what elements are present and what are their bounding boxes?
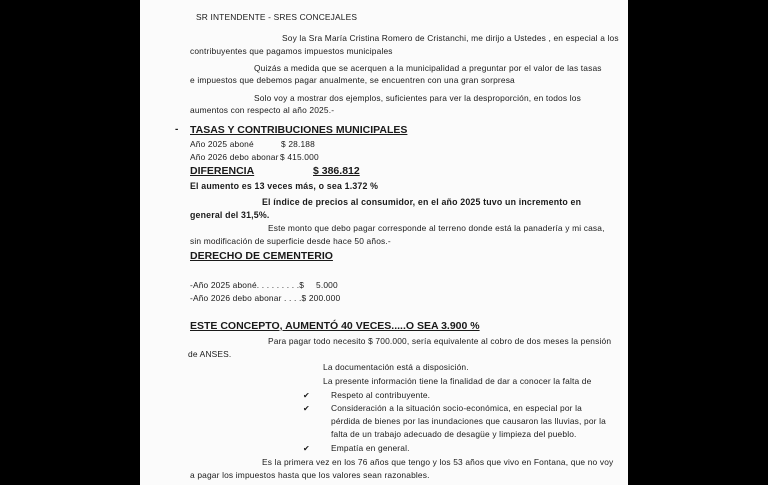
checkmark-icon: ✔ [303,404,310,413]
terrain-line-2: sin modificación de superficie desde hace 50 años.- [190,236,391,246]
check-item-3-text: Empatía en general. [331,443,410,453]
pension-line-1: Para pagar todo necesito $ 700.000, sería equivalente al cobro de dos meses la pensión [268,336,612,346]
concept-statement: ESTE CONCEPTO, AUMENTÓ 40 VECES.....O SEA 3.900 % [190,320,480,332]
check-item-2 [303,403,582,413]
terrain-line-1: Este monto que debo pagar corresponde al terreno donde está la panadería y mi casa, [268,223,605,233]
ipc-line-1: El índice de precios al consumidor, en el año 2025 tuvo un incremento en [262,197,582,207]
cementerio-row-2: -Año 2026 debo abonar . . . .$ 200.000 [190,293,341,303]
check-item-2-text: Consideración a la situación socio-económica, en especial por la [331,403,582,413]
cementerio-row-1-label: -Año 2025 aboné. . . . . . . . .$ [190,280,305,290]
paragraph-2-line-2: e impuestos que debemos pagar anualmente, se encuentren con una gran sorpresa [190,75,515,85]
doc-available: La documentación está a disposición. [323,362,469,372]
checkmark-icon: ✔ [303,391,310,400]
paragraph-3-line-2: aumentos con respecto al año 2025.- [190,105,335,115]
check-item-1 [303,390,430,400]
final-line-2: a pagar los impuestos hasta que los valores sean razonables. [190,470,430,480]
pension-line-2: de ANSES. [188,349,232,359]
addressee: SR INTENDENTE - SRES CONCEJALES [196,12,358,22]
ipc-line-2: general del 31,5%. [190,210,270,220]
tasas-row-2-label: Año 2026 debo abonar [190,152,279,162]
cementerio-row-1-value: 5.000 [316,280,338,290]
increase-statement: El aumento es 13 veces más, o sea 1.372 % [190,181,379,191]
check-item-2-line-2: pérdida de bienes por las inundaciones que causaron las lluvias, por la [331,416,606,426]
tasas-row-1-label: Año 2025 aboné [190,139,254,149]
paragraph-3-line-1: Solo voy a mostrar dos ejemplos, suficientes para ver la desproporción, en todos los [254,93,581,103]
section-bullet: - [175,124,179,135]
checkmark-icon: ✔ [303,444,310,453]
cementerio-heading: DERECHO DE CEMENTERIO [190,250,333,262]
diferencia-value: $ 386.812 [313,165,360,177]
purpose-line: La presente información tiene la finalidad de dar a conocer la falta de [323,376,592,386]
intro-line-1: Soy la Sra María Cristina Romero de Cristanchi, me dirijo a Ustedes , en especial a los [282,33,619,43]
check-item-2-line-3: falta de un trabajo adecuado de desagüe y limpieza del pueblo. [331,429,577,439]
check-item-1-text: Respeto al contribuyente. [331,390,431,400]
letter-page [140,0,628,485]
check-item-3 [303,443,410,453]
tasas-row-2-value: $ 415.000 [280,152,319,162]
tasas-heading: TASAS Y CONTRIBUCIONES MUNICIPALES [190,124,408,136]
intro-line-2: contribuyentes que pagamos impuestos municipales [190,46,393,56]
diferencia-label: DIFERENCIA [190,165,255,177]
final-line-1: Es la primera vez en los 76 años que tengo y los 53 años que vivo en Fontana, que no voy [262,457,614,467]
tasas-row-1-value: $ 28.188 [281,139,315,149]
paragraph-2-line-1: Quizás a medida que se acerquen a la municipalidad a preguntar por el valor de las tasas [254,63,602,73]
